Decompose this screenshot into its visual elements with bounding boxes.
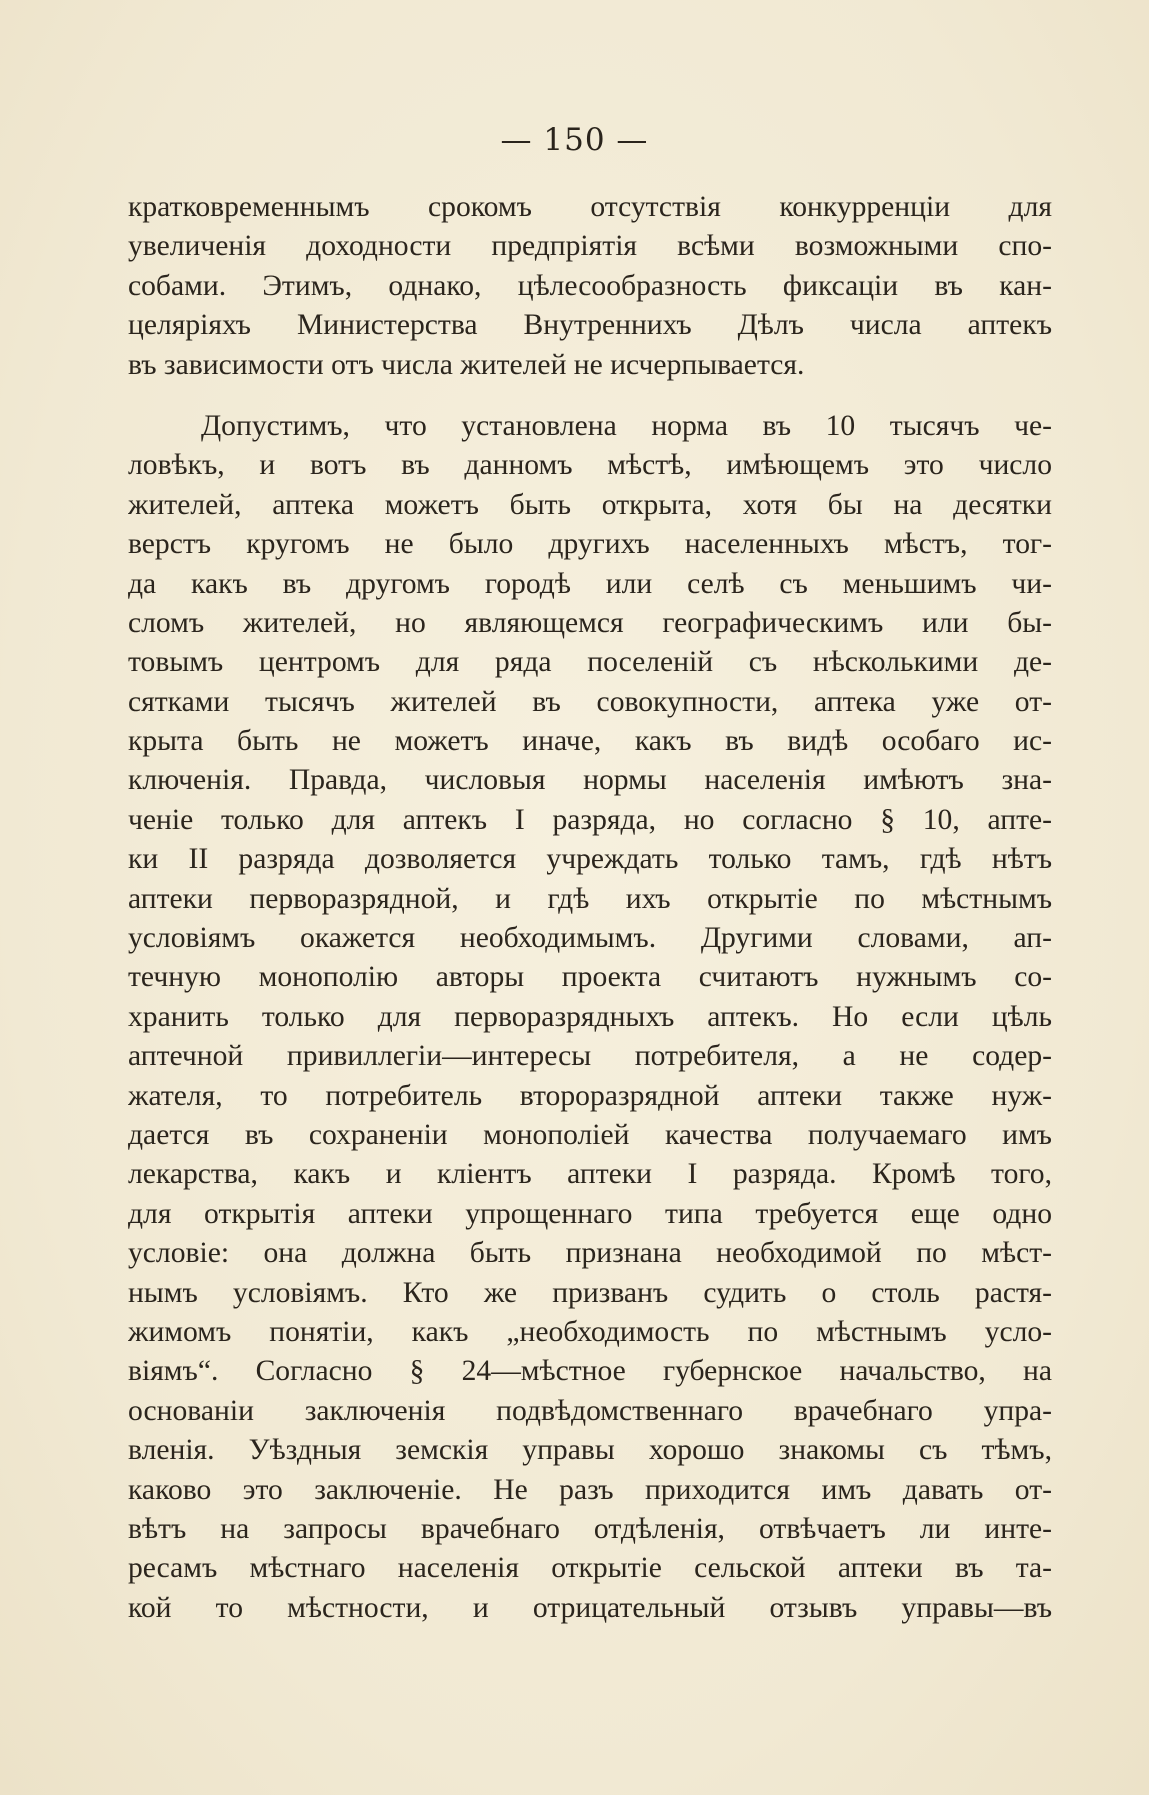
text-line: хранить только для перворазрядныхъ аптекъ. Но если цѣль [128,1000,1052,1033]
page-number: — 150 — [500,122,649,158]
text-line: каково это заключеніе. Не разъ приходится имъ давать от- [128,1473,1052,1506]
text-line: товымъ центромъ для ряда поселеній съ нѣсколькими де- [128,646,1052,679]
text-line: для открытія аптеки упрощеннаго типа требуется еще одно [128,1197,1052,1230]
text-line: въ зависимости отъ числа жителей не исчерпывается. [128,348,805,381]
text-line: дается въ сохраненіи монополіей качества получаемаго имъ [128,1118,1052,1151]
text-line: да какъ въ другомъ городѣ или селѣ съ меньшимъ чи- [128,567,1052,600]
body-text [128,188,1052,1628]
text-line: аптеки перворазрядной, и гдѣ ихъ открытіе по мѣстнымъ [128,882,1052,915]
text-line: увеличенія доходности предпріятія всѣми возможными спо- [128,230,1052,263]
text-line: условіе: она должна быть признана необходимой по мѣст- [128,1237,1052,1270]
text-line: течную монополію авторы проекта считаютъ нужнымъ со- [128,961,1052,994]
text-line: жателя, то потребитель второразрядной аптеки также нуж- [128,1079,1052,1112]
text-line: ки II разряда дозволяется учреждать только тамъ, гдѣ нѣтъ [128,843,1052,876]
text-line: кратковременнымъ срокомъ отсутствія конкурренціи для [128,191,1052,223]
text-line: собами. Этимъ, однако, цѣлесообразность фиксаціи въ кан- [128,269,1052,302]
text-line: сломъ жителей, но являющемся географическимъ или бы- [128,606,1052,639]
text-line: аптечной привиллегіи—интересы потребителя, а не содер- [128,1040,1052,1073]
text-line: вѣтъ на запросы врачебнаго отдѣленія, отвѣчаетъ ли инте- [128,1512,1052,1545]
text-line: ресамъ мѣстнаго населенія открытіе сельской аптеки въ та- [128,1552,1052,1585]
text-line: условіямъ окажется необходимымъ. Другими словами, ап- [128,922,1052,955]
text-line: верстъ кругомъ не было другихъ населенныхъ мѣстъ, тог- [128,528,1052,561]
text-line: вленія. Уѣздныя земскія управы хорошо знакомы съ тѣмъ, [128,1434,1052,1467]
text-line: целяріяхъ Министерства Внутреннихъ Дѣлъ числа аптекъ [128,309,1052,342]
text-line: ключенія. Правда, числовыя нормы населенія имѣютъ зна- [128,764,1052,797]
text-line: ченіе только для аптекъ I разряда, но согласно § 10, апте- [128,803,1052,836]
text-line: крыта быть не можетъ иначе, какъ въ видѣ особаго ис- [128,725,1052,758]
text-line: основаніи заключенія подвѣдомственнаго врачебнаго упра- [128,1394,1052,1427]
paragraph [128,188,1052,385]
text-line: ловѣкъ, и вотъ въ данномъ мѣстѣ, имѣющемъ это число [128,449,1052,482]
paragraph-gap [128,385,1052,407]
text-line: лекарства, какъ и кліентъ аптеки I разряда. Кромѣ того, [128,1158,1052,1191]
text-line: нымъ условіямъ. Кто же призванъ судить о столь растя- [128,1276,1052,1309]
text-line: сятками тысячъ жителей въ совокупности, аптека уже от- [128,685,1052,718]
paragraph [128,407,1052,1628]
text-line: Допустимъ, что установлена норма въ 10 тысячъ че- [201,409,1052,442]
text-line: кой то мѣстности, и отрицательный отзывъ управы—въ [128,1591,1052,1624]
text-line: жителей, аптека можетъ быть открыта, хотя бы на десятки [128,488,1052,521]
text-line: віямъ“. Согласно § 24—мѣстное губернское начальство, на [128,1355,1052,1388]
text-line: жимомъ понятіи, какъ „необходимость по мѣстнымъ усло- [128,1315,1052,1348]
